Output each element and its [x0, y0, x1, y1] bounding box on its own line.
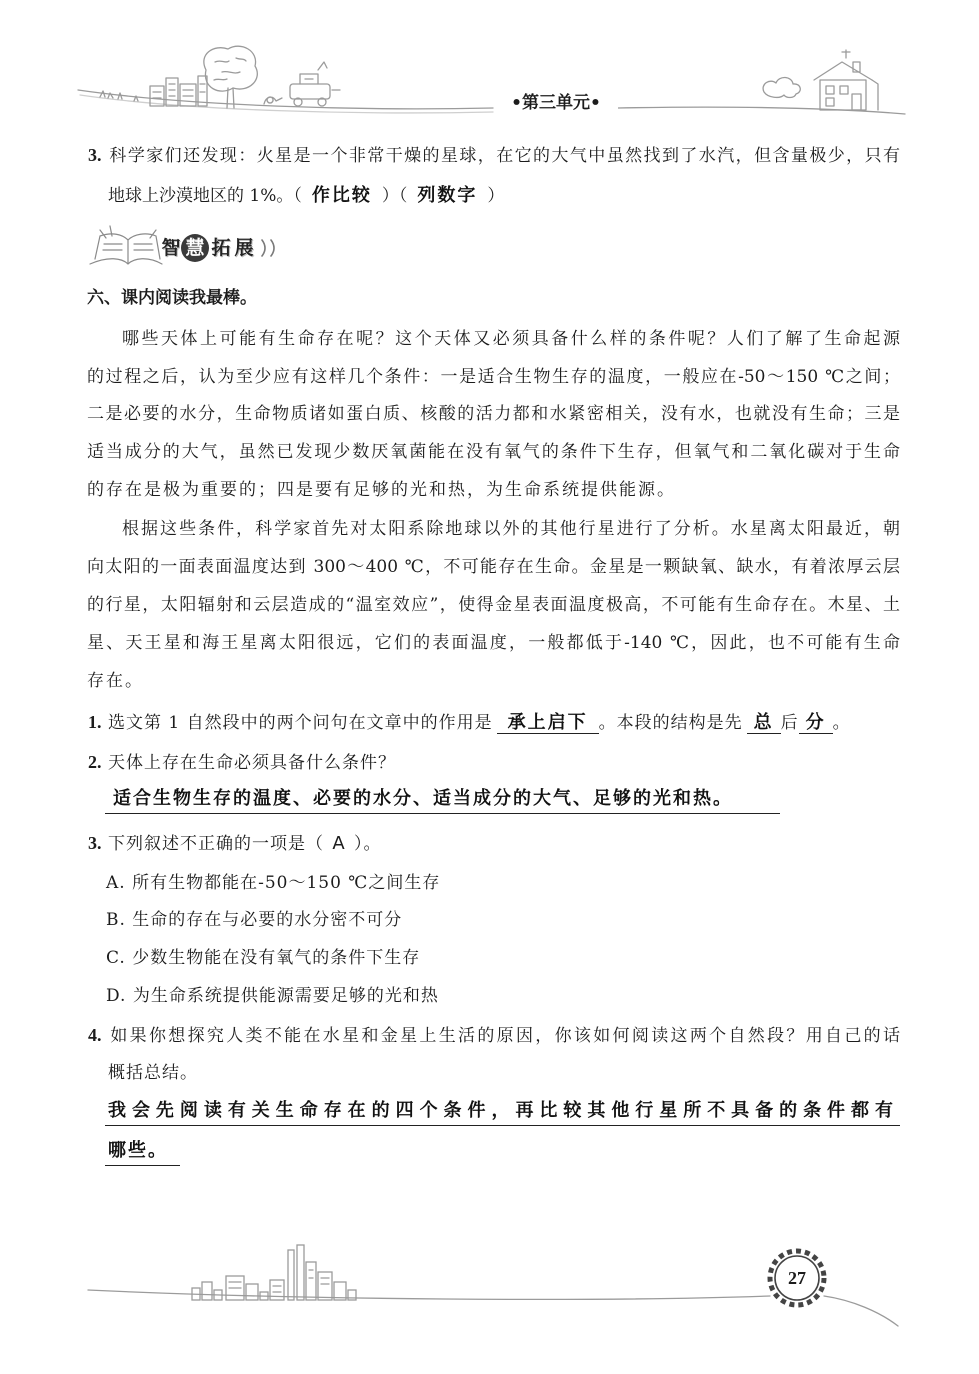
passage-line: 适当成分的大气，虽然已发现少数厌氧菌能在没有氧气的条件下生存，但氧气和二氧化碳对于生命 — [87, 442, 900, 462]
handwritten-answer-2: 列数字 — [417, 185, 478, 206]
passage-line: 二是必要的水分，生命物质诸如蛋白质、核酸的活力都和水紧密相关，没有水，也就没有生命；三是 — [87, 404, 900, 424]
question-text: 科学家们还发现：火星是一个非常干燥的星球，在它的大气中虽然找到了水汽，但含量极少，只有 — [108, 146, 900, 166]
answer-line-q4-2 — [105, 1139, 180, 1166]
bracket-text: ）（ — [381, 186, 408, 206]
dog-icon — [264, 97, 282, 104]
question-text: 如果你想探究人类不能在水星和金星上生活的原因，你该如何阅读这两个自然段？用自己的话 — [108, 1026, 900, 1046]
handwritten-answer-1: 作比较 — [311, 185, 372, 206]
answer-line-q4-1 — [105, 1099, 900, 1126]
footer-rule — [88, 1290, 770, 1299]
house-icon — [814, 50, 878, 110]
banner-char-3: 拓 — [211, 237, 231, 259]
question-3 — [88, 831, 382, 855]
option-c: C. 少数生物能在没有氧气的条件下生存 — [106, 948, 421, 968]
option-d: D. 为生命系统提供能源需要足够的光和热 — [106, 986, 439, 1006]
answer-blank-2: 总 — [747, 712, 781, 734]
question-text: 下列叙述不正确的一项是（ — [108, 834, 324, 854]
cloud-icon — [763, 77, 800, 97]
footer-rule-right — [824, 1296, 898, 1326]
question-number: 3. — [88, 145, 102, 165]
question-number: 4. — [88, 1025, 102, 1045]
option-b: B. 生命的存在与必要的水分密不可分 — [106, 910, 403, 930]
question-4-line-2: 概括总结。 — [108, 1063, 198, 1083]
question-1 — [88, 710, 851, 734]
question-text: 。本段的结构是先 — [598, 713, 743, 733]
passage-line: 的过程之后，认为至少应有这样几个条件：一是适合生物生存的温度，一般应在-50～150 ℃之间； — [87, 367, 900, 387]
question-text: 选文第 1 自然段中的两个问句在文章中的作用是 — [108, 713, 493, 733]
option-a: A. 所有生物都能在-50～150 ℃之间生存 — [106, 873, 441, 893]
question-4-line-1 — [88, 1023, 900, 1047]
city-skyline-icon — [192, 1245, 356, 1300]
tree-icon — [204, 46, 257, 108]
handwritten-answer: 适合生物生存的温度、必要的水分、适当成分的大气、足够的光和热。 — [113, 788, 733, 809]
passage-line: 向太阳的一面表面温度达到 300～400 ℃，不可能存在生命。金星是一颗缺氧、缺水，有着浓厚云层 — [87, 557, 900, 577]
handwritten-answer: 哪些。 — [108, 1140, 168, 1161]
bracket-text: ） — [487, 186, 505, 206]
unit-title: •第三单元• — [494, 91, 618, 115]
handwritten-answer: 我会先阅读有关生命存在的四个条件，再比较其他行星所不具备的条件都有 — [108, 1100, 895, 1121]
question-text: 。 — [832, 713, 851, 733]
banner-wave-icon — [262, 240, 274, 256]
passage-line: 的存在是极为重要的；四是要有足够的光和热，为生命系统提供能源。 — [87, 480, 676, 500]
cart-icon — [290, 62, 340, 106]
passage-line: 的行星，太阳辐射和云层造成的“温室效应”，使得金星表面温度极高，不可能有生命存在。木星、土 — [87, 595, 900, 615]
header-rule — [78, 90, 493, 109]
question-2 — [88, 750, 396, 774]
question-number: 2. — [88, 752, 102, 772]
answer-blank-3: 分 — [799, 712, 833, 734]
question-text: 后 — [780, 713, 799, 733]
passage-line: 根据这些条件，科学家首先对太阳系除地球以外的其他行星进行了分析。水星离太阳最近，朝 — [122, 519, 900, 539]
question-text: 地球上沙漠地区的 1%。（ — [108, 186, 302, 206]
question-number: 3. — [88, 833, 102, 853]
header-illustration — [78, 46, 905, 114]
banner-book-icon — [90, 226, 162, 264]
answer-line-q2 — [105, 787, 780, 814]
choice-answer: A — [332, 833, 346, 854]
prev-question-line-1 — [88, 143, 900, 167]
section-heading: 六、课内阅读我最棒。 — [87, 288, 257, 308]
question-text: ）。 — [354, 834, 382, 854]
buildings-icon — [150, 76, 207, 106]
banner-char-2: 慧 — [185, 237, 205, 259]
passage-line: 哪些天体上可能有生命存在呢？这个天体又必须具备什么样的条件呢？人们了解了生命起源 — [122, 329, 900, 349]
banner-char-4: 展 — [234, 237, 254, 259]
passage-line: 存在。 — [87, 671, 144, 691]
passage-line: 星、天王星和海王星离太阳很远，它们的表面温度，一般都低于-140 ℃，因此，也不可能有生命 — [87, 633, 900, 653]
page-number: 27 — [788, 1268, 806, 1288]
question-text: 天体上存在生命必须具备什么条件？ — [108, 753, 396, 773]
answer-blank-1: 承上启下 — [497, 712, 599, 734]
banner-char-1: 智 — [161, 237, 181, 259]
question-number: 1. — [88, 712, 102, 732]
prev-question-line-2 — [108, 184, 568, 208]
